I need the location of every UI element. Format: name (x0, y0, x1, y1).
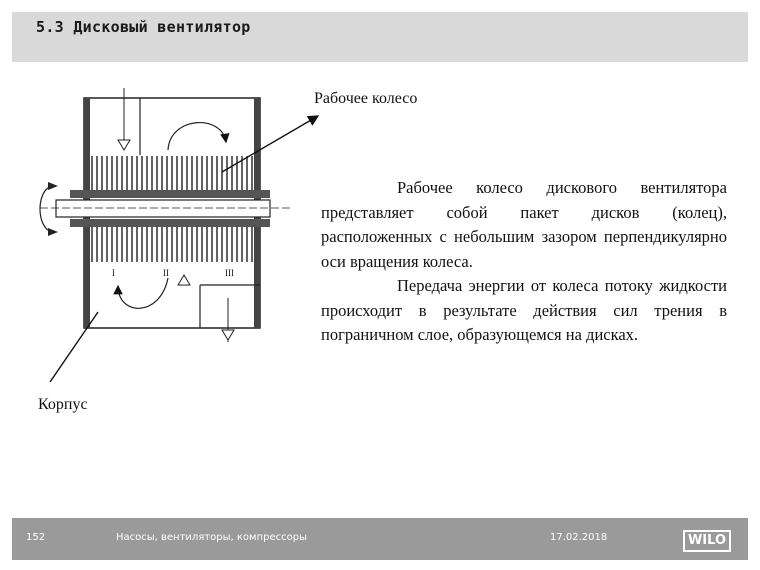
zone-label-3: III (225, 268, 234, 278)
page-title: 5.3 Дисковый вентилятор (36, 18, 251, 36)
label-housing: Корпус (38, 396, 88, 413)
disc-pack-upper (92, 156, 252, 190)
footer-subject: Насосы, вентиляторы, компрессоры (116, 532, 307, 543)
description-paragraph-2: Передача энергии от колеса потоку жидкости происходит в результате действия сил трения в пограничном слое, образующемся на дисках. (321, 276, 727, 344)
zone-label-1: I (112, 268, 115, 278)
wilo-logo: WILO (683, 530, 731, 552)
description-text (321, 176, 727, 348)
zone-label-2: II (163, 268, 169, 278)
disc-pack-lower (92, 227, 252, 262)
label-wheel: Рабочее колесо (314, 90, 418, 107)
page-number: 152 (26, 532, 46, 543)
hub-upper (70, 190, 270, 198)
description-paragraph-1: Рабочее колесо дискового вентилятора представляет собой пакет дисков (колец), расположенных с небольшим зазором перпендикулярно оси вращения колеса. (321, 178, 727, 271)
rotation-arrow (40, 186, 52, 232)
shaft (56, 200, 270, 217)
footer-bar (12, 518, 748, 560)
wheel-leader-line (222, 116, 318, 172)
housing-leader-line (50, 312, 98, 382)
footer-date: 17.02.2018 (550, 532, 608, 543)
hub-lower (70, 219, 270, 227)
